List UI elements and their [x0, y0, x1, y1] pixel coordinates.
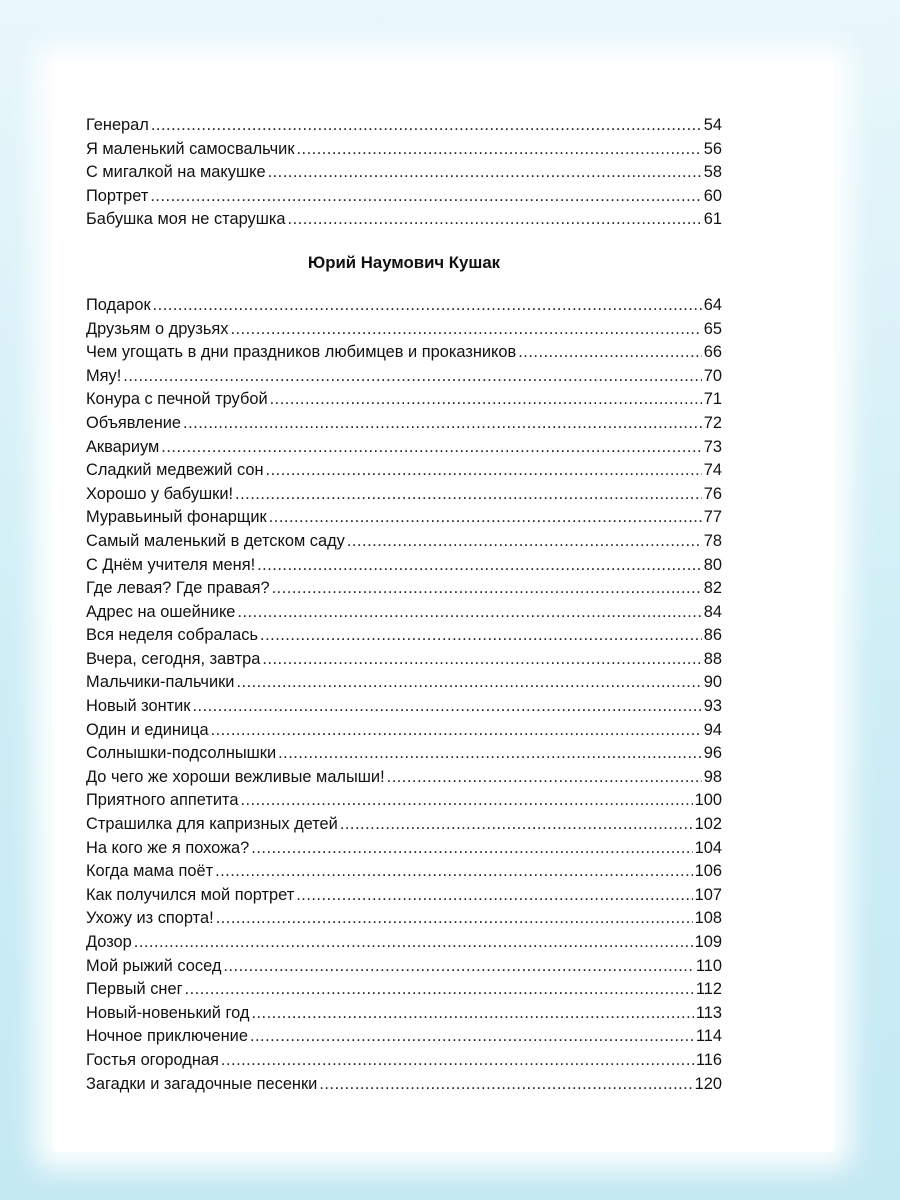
toc-section-2: [86, 294, 722, 1096]
toc-entry: [86, 483, 722, 507]
toc-entry-page-number: 80: [703, 555, 722, 574]
toc-entry-page-number: 70: [703, 366, 722, 385]
toc-entry-title: Сладкий медвежий сон: [86, 461, 264, 480]
toc-entry-title: Новый зонтик: [86, 697, 191, 716]
toc-entry-page-number: 108: [694, 909, 722, 928]
toc-entry-title: С мигалкой на макушке: [86, 163, 266, 182]
toc-entry: [86, 412, 722, 436]
dot-leader: [257, 554, 702, 578]
toc-entry-page-number: 90: [703, 673, 722, 692]
dot-leader: [153, 294, 702, 318]
toc-entry-page-number: 77: [703, 508, 722, 527]
toc-entry: [86, 554, 722, 578]
dot-leader: [266, 459, 702, 483]
toc-entry-title: Где левая? Где правая?: [86, 579, 270, 598]
toc-entry-page-number: 96: [703, 744, 722, 763]
toc-entry-page-number: 86: [703, 626, 722, 645]
toc-entry-page-number: 82: [703, 579, 722, 598]
toc-entry-page-number: 107: [694, 885, 722, 904]
toc-entry-page-number: 84: [703, 602, 722, 621]
toc-entry-title: Хорошо у бабушки!: [86, 484, 234, 503]
dot-leader: [150, 185, 701, 209]
toc-entry-title: Ночное приключение: [86, 1027, 248, 1046]
dot-leader: [230, 318, 701, 342]
toc-entry: [86, 813, 722, 837]
toc-entry-title: Друзьям о друзьях: [86, 319, 229, 338]
toc-entry-title: Муравьиный фонарщик: [86, 508, 267, 527]
toc-entry: [86, 388, 722, 412]
toc-entry: [86, 1002, 722, 1026]
toc-entry-title: Страшилка для капризных детей: [86, 815, 338, 834]
toc-entry: [86, 161, 722, 185]
toc-entry-title: Бабушка моя не старушка: [86, 210, 286, 229]
toc-entry: [86, 530, 722, 554]
toc-entry-page-number: 106: [694, 862, 722, 881]
dot-leader: [387, 766, 702, 790]
toc-entry-title: Новый-новенький год: [86, 1003, 250, 1022]
toc-entry: [86, 624, 722, 648]
toc-entry: [86, 208, 722, 232]
dot-leader: [251, 837, 692, 861]
toc-section-1: [86, 114, 722, 232]
toc-entry-title: Объявление: [86, 413, 182, 432]
toc-entry-page-number: 71: [703, 390, 722, 409]
dot-leader: [270, 388, 702, 412]
toc-entry-title: Аквариум: [86, 437, 160, 456]
toc-entry: [86, 365, 722, 389]
table-of-contents: [86, 114, 722, 1096]
toc-entry-title: С Днём учителя меня!: [86, 555, 256, 574]
toc-entry: [86, 931, 722, 955]
toc-entry: [86, 907, 722, 931]
toc-entry-page-number: 54: [703, 116, 722, 134]
toc-entry-title: Самый маленький в детском саду: [86, 531, 345, 550]
dot-leader: [240, 789, 692, 813]
toc-entry-page-number: 120: [694, 1074, 722, 1093]
toc-entry-page-number: 94: [703, 720, 722, 739]
toc-entry-page-number: 100: [694, 791, 722, 810]
toc-entry: [86, 695, 722, 719]
toc-entry-page-number: 74: [703, 461, 722, 480]
toc-entry-title: Приятного аппетита: [86, 791, 239, 810]
dot-leader: [296, 884, 692, 908]
toc-entry-title: Я маленький самосвальчик: [86, 139, 295, 158]
toc-entry: [86, 719, 722, 743]
toc-entry-page-number: 98: [703, 767, 722, 786]
toc-entry: [86, 789, 722, 813]
toc-entry: [86, 601, 722, 625]
dot-leader: [250, 1025, 694, 1049]
toc-entry-title: Генерал: [86, 116, 149, 134]
toc-entry-title: Первый снег: [86, 980, 183, 999]
toc-entry-page-number: 61: [703, 210, 722, 229]
dot-leader: [235, 483, 702, 507]
toc-entry-page-number: 56: [703, 139, 722, 158]
toc-entry-page-number: 109: [694, 933, 722, 951]
dot-leader: [185, 978, 694, 1002]
toc-entry-page-number: 65: [703, 319, 722, 338]
dot-leader: [134, 931, 693, 955]
dot-leader: [518, 341, 702, 365]
toc-entry: [86, 138, 722, 162]
author-heading: Юрий Наумович Кушак: [307, 252, 501, 272]
toc-entry-title: Адрес на ошейнике: [86, 602, 236, 621]
dot-leader: [262, 648, 701, 672]
toc-entry-page-number: 113: [695, 1003, 722, 1022]
toc-entry-title: Гостья огородная: [86, 1050, 219, 1069]
toc-entry: [86, 884, 722, 908]
toc-entry-title: До чего же хороши вежливые малыши!: [86, 767, 385, 786]
toc-entry-title: Вся неделя собралась: [86, 626, 259, 645]
dot-leader: [211, 719, 702, 743]
toc-entry-page-number: 72: [703, 413, 722, 432]
toc-entry-page-number: 78: [703, 531, 722, 550]
dot-leader: [347, 530, 702, 554]
toc-entry: [86, 294, 722, 318]
toc-entry: [86, 506, 722, 530]
toc-entry-title: Ухожу из спорта!: [86, 909, 214, 928]
dot-leader: [223, 955, 693, 979]
toc-entry: [86, 978, 722, 1002]
toc-entry: [86, 185, 722, 209]
toc-entry: [86, 860, 722, 884]
toc-entry: [86, 341, 722, 365]
toc-entry: [86, 648, 722, 672]
toc-entry-title: Как получился мой портрет: [86, 885, 295, 904]
dot-leader: [183, 412, 702, 436]
toc-entry-title: Конура с печной трубой: [86, 390, 268, 409]
dot-leader: [236, 671, 701, 695]
toc-entry: [86, 114, 722, 138]
toc-entry-title: Мальчики-пальчики: [86, 673, 235, 692]
toc-entry: [86, 577, 722, 601]
toc-entry: [86, 671, 722, 695]
toc-entry: [86, 742, 722, 766]
dot-leader: [215, 860, 693, 884]
toc-entry-title: Вчера, сегодня, завтра: [86, 649, 261, 668]
dot-leader: [260, 624, 702, 648]
dot-leader: [221, 1049, 694, 1073]
toc-entry-page-number: 66: [703, 343, 722, 362]
toc-entry-title: Подарок: [86, 295, 151, 314]
toc-entry: [86, 1025, 722, 1049]
toc-entry: [86, 1049, 722, 1073]
toc-entry-page-number: 110: [695, 956, 722, 975]
toc-entry: [86, 459, 722, 483]
toc-entry: [86, 1073, 722, 1097]
toc-entry: [86, 436, 722, 460]
toc-entry-title: Один и единица: [86, 720, 209, 739]
dot-leader: [340, 813, 693, 837]
dot-leader: [216, 907, 693, 931]
dot-leader: [151, 114, 702, 138]
toc-entry-page-number: 114: [695, 1027, 722, 1046]
toc-entry-page-number: 104: [694, 838, 722, 857]
dot-leader: [237, 601, 701, 625]
dot-leader: [288, 208, 702, 232]
toc-entry-title: Портрет: [86, 186, 149, 205]
toc-entry-page-number: 116: [695, 1050, 722, 1069]
dot-leader: [161, 436, 701, 460]
toc-entry-page-number: 64: [703, 295, 722, 314]
toc-entry-page-number: 76: [703, 484, 722, 503]
toc-entry-title: На кого же я похожа?: [86, 838, 250, 857]
dot-leader: [123, 365, 701, 389]
dot-leader: [192, 695, 701, 719]
dot-leader: [278, 742, 702, 766]
dot-leader: [319, 1073, 692, 1097]
dot-leader: [269, 506, 702, 530]
toc-entry-title: Солнышки-подсолнышки: [86, 744, 277, 763]
toc-entry: [86, 955, 722, 979]
toc-entry-title: Загадки и загадочные песенки: [86, 1074, 318, 1093]
toc-entry-page-number: 88: [703, 649, 722, 668]
toc-entry: [86, 837, 722, 861]
toc-entry-title: Чем угощать в дни праздников любимцев и проказников: [86, 343, 517, 362]
toc-entry-title: Когда мама поёт: [86, 862, 214, 881]
toc-entry-title: Мяу!: [86, 366, 122, 385]
toc-entry-page-number: 93: [703, 697, 722, 716]
toc-entry-page-number: 102: [694, 815, 722, 834]
toc-entry-title: Дозор: [86, 933, 132, 951]
dot-leader: [251, 1002, 693, 1026]
toc-entry-page-number: 60: [703, 186, 722, 205]
toc-entry-page-number: 58: [703, 163, 722, 182]
toc-entry: [86, 318, 722, 342]
toc-entry: [86, 766, 722, 790]
toc-entry-page-number: 112: [695, 980, 722, 999]
dot-leader: [268, 161, 702, 185]
toc-entry-page-number: 73: [703, 437, 722, 456]
dot-leader: [272, 577, 702, 601]
dot-leader: [296, 138, 701, 162]
toc-entry-title: Мой рыжий сосед: [86, 956, 222, 975]
